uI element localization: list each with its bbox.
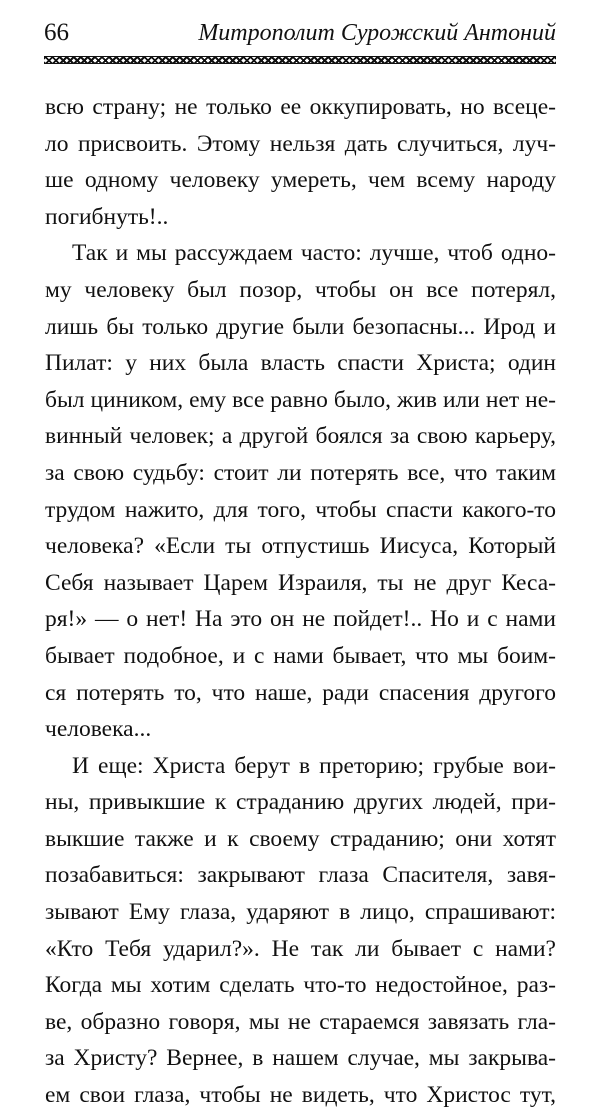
text-line: зывают Ему глаза, ударяют в лицо, спрашивают: (45, 899, 556, 926)
text-line: трудом нажито, для того, чтобы спасти какого-то (45, 496, 556, 523)
text-line: Пилат: у них была власть спасти Христа; один (45, 350, 556, 377)
text-line: за Христу? Вернее, в нашем случае, мы закрыва- (45, 1045, 556, 1072)
page-header (44, 18, 556, 48)
text-line: винный человек; а другой боялся за свою карьеру, (45, 423, 556, 450)
text-line: ся потерять то, что наше, ради спасения другого (45, 679, 556, 706)
text-line: ло присвоить. Этому нельзя дать случиться, луч- (45, 130, 556, 157)
text-line: позабавиться: закрывают глаза Спасителя, завя- (45, 862, 556, 889)
text-line: ря!» — о нет! На это он не пойдет!.. Но и с нами (45, 606, 556, 633)
text-line: человека... (45, 716, 152, 743)
header-rule (44, 56, 556, 64)
text-line: человека? «Если ты отпустишь Иисуса, Который (45, 533, 556, 560)
text-line: ве, образно говоря, мы не стараемся завязать гла- (45, 1008, 556, 1035)
text-line: ем свои глаза, чтобы не видеть, что Христос тут, (45, 1082, 556, 1109)
text-line: Себя называет Царем Израиля, ты не друг Кеса- (45, 569, 556, 596)
text-line: был циником, ему все равно было, жив или нет не- (45, 386, 556, 413)
text-line: погибнуть!.. (45, 203, 169, 230)
text-line: Когда мы хотим сделать что-то недостойное, раз- (45, 972, 556, 999)
text-line: выкшие также и к своему страданию; они хотят (45, 825, 556, 852)
page-number: 66 (44, 19, 69, 46)
running-title: Митрополит Сурожский Антоний (198, 20, 556, 46)
text-line: всю страну; не только ее оккупировать, но всеце- (45, 94, 556, 120)
text-line: Так и мы рассуждаем часто: лучше, чтоб одно- (72, 240, 556, 267)
text-line: лишь бы только другие были безопасны... Ирод и (45, 313, 556, 340)
text-line: за свою судьбу: стоит ли потерять все, что таким (45, 459, 556, 486)
text-line: ны, привыкшие к страданию других людей, при- (45, 789, 556, 816)
text-line: бывает подобное, и с нами бывает, что мы боим- (45, 642, 556, 669)
text-line: му человеку был позор, чтобы он все потерял, (45, 276, 556, 303)
text-line: ше одному человеку умереть, чем всему народу (45, 167, 556, 194)
body-text (45, 89, 556, 1114)
text-line: И еще: Христа берут в преторию; грубые вои- (72, 752, 556, 779)
text-line: «Кто Тебя ударил?». Не так ли бывает с нами? (45, 935, 556, 962)
